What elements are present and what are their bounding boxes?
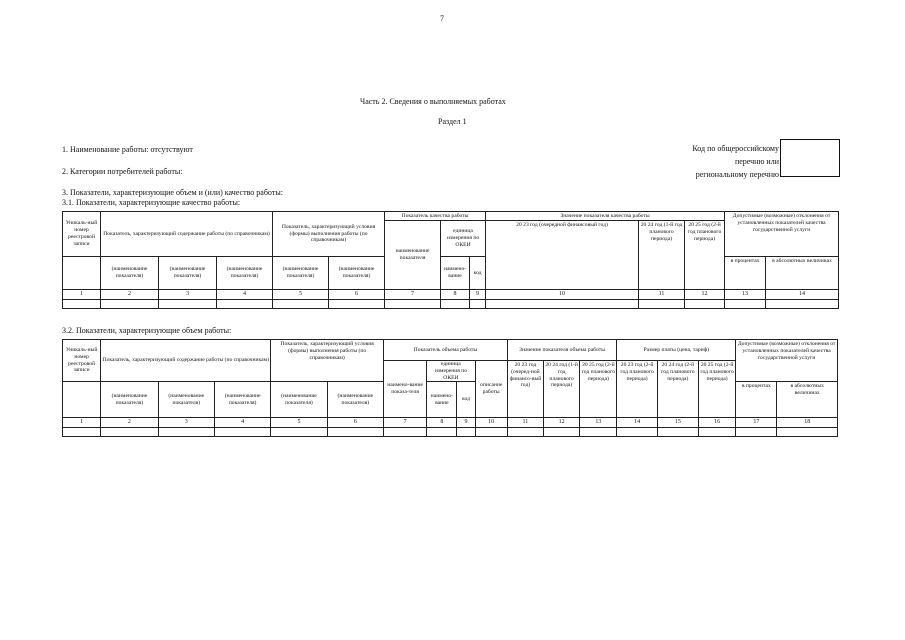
data-cell[interactable] [580, 428, 617, 437]
conditions-indicator-header: Показатель, характеризующий условия (формы) выполнения работы (по справочникам) [271, 340, 384, 382]
column-number: 8 [441, 290, 470, 300]
indicator-name-placeholder: (наименование показателя) [159, 257, 217, 290]
data-cell[interactable] [101, 300, 159, 309]
price-2025-header: 20 25 год (2-й год планового периода) [698, 361, 735, 418]
data-cell[interactable] [639, 300, 685, 309]
column-number: 1 [63, 418, 101, 428]
year-2025-header: 20 25 год (2-й год планового периода) [685, 221, 725, 290]
quality-indicator-header: Показатель качества работы [385, 212, 486, 221]
data-cell[interactable] [685, 300, 725, 309]
quality-indicators-heading: 3.1. Показатели, характеризующие качество работы: [62, 198, 241, 207]
price-header: Размер платы (цена, тариф) [617, 340, 736, 361]
column-number: 4 [214, 418, 270, 428]
data-cell[interactable] [475, 428, 507, 437]
data-cell[interactable] [384, 428, 427, 437]
deviation-percent-header: в процентах [725, 257, 766, 290]
volume-value-header: Значение показателя объема работы [507, 340, 617, 361]
column-number: 15 [657, 418, 698, 428]
indicator-name-placeholder: (наименование показателя) [101, 257, 159, 290]
column-number: 17 [736, 418, 777, 428]
volume-2023-header: 20 23 год (очеред-ной финансо-вый год) [507, 361, 543, 418]
column-number: 14 [617, 418, 657, 428]
conditions-indicator-header: Показатель, характеризующий условия (формы) выполнения работы (по справочникам) [273, 212, 385, 257]
data-cell[interactable] [441, 300, 470, 309]
indicator-name-placeholder: (наименование показателя) [273, 257, 329, 290]
volume-indicators-heading: 3.2. Показатели, характеризующие объем работы: [62, 326, 232, 335]
unit-name-header: наимено-вание [441, 257, 470, 290]
column-number: 10 [486, 290, 639, 300]
registry-code-label [650, 142, 779, 181]
unit-name-header: наимено-вание [427, 382, 457, 418]
indicator-name-placeholder: (наименование показателя) [158, 382, 214, 418]
column-number: 12 [544, 418, 580, 428]
volume-indicator-header: Показатель объема работы [384, 340, 508, 361]
consumer-category-line: 2. Категории потребителей работы: [62, 167, 183, 176]
year-2023-header: 20 23 год (очередной финансовый год) [486, 221, 639, 290]
indicator-name-placeholder: (наименование показателя) [217, 257, 273, 290]
indicator-name-placeholder: (наименование показателя) [271, 382, 327, 418]
indicator-name-placeholder: (наименование показателя) [101, 382, 158, 418]
deviation-header: Допустимые (возможные) отклонения от установленных показателей качества государственной услуги [736, 340, 838, 382]
indicator-name-header: наименование показателя [385, 221, 441, 290]
column-number: 11 [507, 418, 543, 428]
data-cell[interactable] [158, 428, 214, 437]
data-cell[interactable] [486, 300, 639, 309]
section-title: Раздел 1 [438, 117, 467, 126]
price-2024-header: 20 24 год (2-й год планового периода) [657, 361, 698, 418]
unit-code-header: код [457, 382, 475, 418]
column-number: 6 [329, 290, 385, 300]
indicators-heading: 3. Показатели, характеризующие объем и (или) качество работы: [62, 188, 283, 197]
deviation-header: Допустимые (возможные) отклонения от установленных показателей качества государственной услуги [725, 212, 839, 257]
indicator-name-placeholder: (наименование показателя) [329, 257, 385, 290]
price-2023-header: 20 23 год (2-й год планового периода) [617, 361, 657, 418]
data-cell[interactable] [766, 300, 839, 309]
column-number: 2 [101, 418, 158, 428]
unique-number-header: Уникаль-ный номер реестровой записи [63, 212, 101, 257]
work-description-header: описание работы [475, 361, 507, 418]
work-name-line: 1. Наименование работы: отсутствуют [62, 145, 193, 154]
registry-code-label-line: перечню или [734, 157, 779, 166]
column-number: 9 [457, 418, 475, 428]
indicator-name-header: наимено-вание показа-теля [384, 361, 427, 418]
unit-code-header: код [470, 257, 486, 290]
registry-code-label-line: региональному перечню [695, 170, 779, 179]
data-cell[interactable] [777, 428, 838, 437]
data-cell[interactable] [507, 428, 543, 437]
data-cell[interactable] [617, 428, 657, 437]
column-number: 7 [385, 290, 441, 300]
column-number: 5 [273, 290, 329, 300]
data-cell[interactable] [544, 428, 580, 437]
column-number: 7 [384, 418, 427, 428]
column-number: 12 [685, 290, 725, 300]
volume-table [62, 339, 838, 437]
data-cell[interactable] [657, 428, 698, 437]
data-cell[interactable] [736, 428, 777, 437]
column-number: 3 [158, 418, 214, 428]
data-cell[interactable] [698, 428, 735, 437]
column-number: 18 [777, 418, 838, 428]
column-number: 9 [470, 290, 486, 300]
column-number: 3 [159, 290, 217, 300]
registry-code-label-line: Код по общероссийскому [692, 144, 779, 153]
unique-number-header: Уникаль-ный номер реестровой записи [63, 340, 101, 382]
data-cell[interactable] [63, 300, 101, 309]
column-number: 1 [63, 290, 101, 300]
data-cell[interactable] [217, 300, 273, 309]
deviation-absolute-header: в абсолютных величинах [766, 257, 839, 290]
data-cell[interactable] [327, 428, 383, 437]
volume-2025-header: 20 25 год (2-й год планового периода) [580, 361, 617, 418]
empty-cell [63, 257, 101, 290]
deviation-percent-header: в процентах [736, 382, 777, 418]
column-number: 13 [580, 418, 617, 428]
indicator-name-placeholder: (наименование показателя) [214, 382, 270, 418]
deviation-absolute-header: в абсолютных величинах [777, 382, 838, 418]
column-number: 16 [698, 418, 735, 428]
column-number: 4 [217, 290, 273, 300]
data-cell[interactable] [159, 300, 217, 309]
empty-cell [63, 382, 101, 418]
data-cell[interactable] [457, 428, 475, 437]
column-number: 14 [766, 290, 839, 300]
column-number: 5 [271, 418, 327, 428]
data-cell[interactable] [470, 300, 486, 309]
okei-unit-header: единица измерения по ОКЕИ [441, 221, 486, 257]
content-indicator-header: Показатель, характеризующий содержание работы (по справочникам) [101, 212, 273, 257]
data-cell[interactable] [271, 428, 327, 437]
indicator-name-placeholder: (наименование показателя) [327, 382, 383, 418]
data-cell[interactable] [385, 300, 441, 309]
column-number: 6 [327, 418, 383, 428]
column-number: 10 [475, 418, 507, 428]
column-number: 11 [639, 290, 685, 300]
data-cell[interactable] [329, 300, 385, 309]
data-cell[interactable] [725, 300, 766, 309]
data-cell[interactable] [273, 300, 329, 309]
volume-2024-header: 20 24 год (1-й год планового периода) [544, 361, 580, 418]
registry-code-box[interactable] [780, 139, 840, 177]
column-number: 8 [427, 418, 457, 428]
data-cell[interactable] [63, 428, 101, 437]
content-indicator-header: Показатель, характеризующий содержание работы (по справочникам) [101, 340, 271, 382]
data-cell[interactable] [427, 428, 457, 437]
quality-value-header: Значение показателя качества работы [486, 212, 725, 221]
column-number: 2 [101, 290, 159, 300]
page-number: 7 [440, 14, 444, 23]
data-cell[interactable] [101, 428, 158, 437]
data-cell[interactable] [214, 428, 270, 437]
column-number: 13 [725, 290, 766, 300]
quality-table [62, 211, 839, 309]
year-2024-header: 20 24 год (1-й год планового периода) [639, 221, 685, 290]
okei-unit-header: единица измерения по ОКЕИ [427, 361, 475, 382]
part-title: Часть 2. Сведения о выполняемых работах [360, 97, 506, 106]
